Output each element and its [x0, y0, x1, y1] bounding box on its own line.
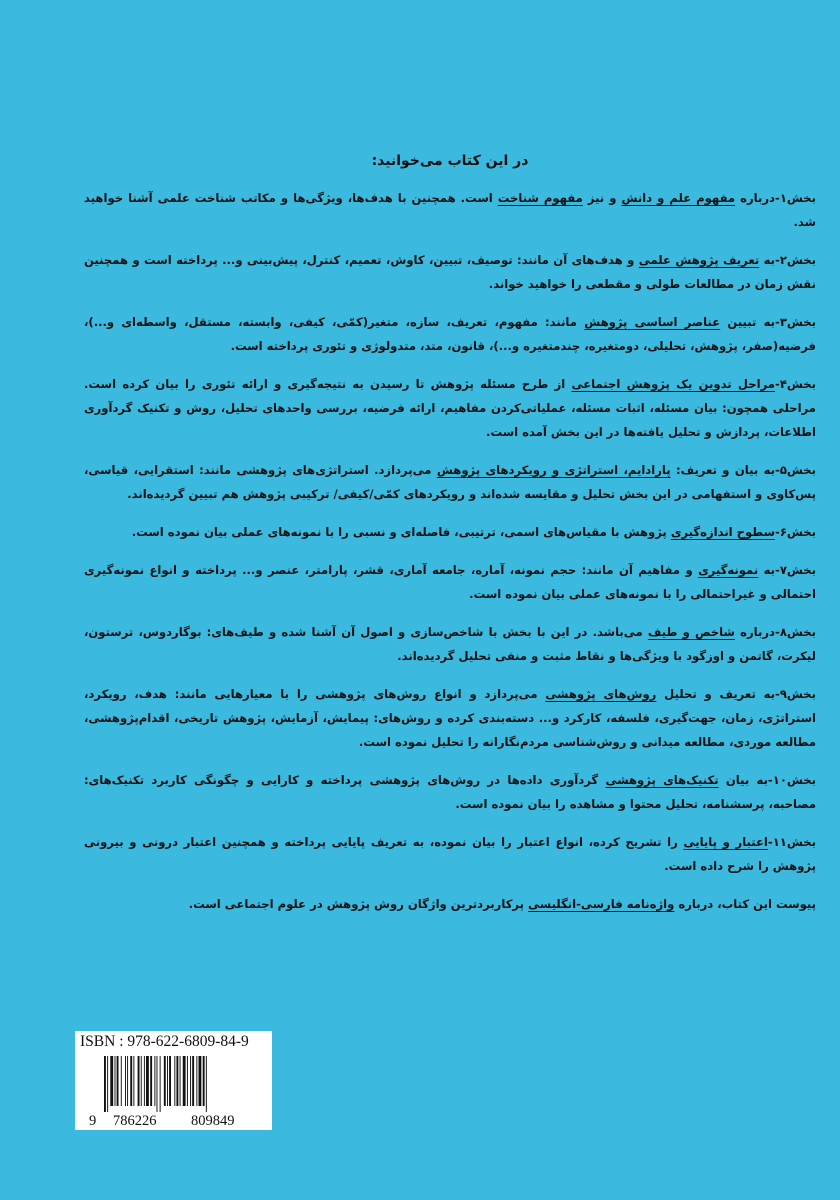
barcode-bar [160, 1056, 161, 1112]
barcode-bar [133, 1056, 134, 1106]
section-paragraph [84, 558, 816, 606]
section-text: گردآوری داده‌ها در روش‌های پژوهشی پرداخته و کارایی و چگونگی کاربرد تکنیک‌های: مصاحبه، پرسشنامه، تحلیل محتوا و مشاهده را بیان نموده است. [84, 773, 816, 811]
section-text: بخش۲-به [759, 253, 816, 267]
section-keyword: عناصر اساسی پژوهش [584, 315, 721, 329]
section-keyword: مراحل تدوین یک پژوهش اجتماعی [571, 377, 775, 391]
section-keyword: سطوح اندازه‌گیری [670, 525, 775, 539]
barcode-bar [144, 1056, 145, 1106]
barcode-bar [157, 1056, 158, 1112]
barcode-bar [203, 1056, 205, 1106]
barcode-bar [150, 1056, 152, 1106]
barcode-bar [125, 1056, 126, 1106]
barcode-bar [206, 1056, 207, 1112]
section-keyword: واژه‌نامه فارسی-انگلیسی [528, 897, 675, 911]
barcode-bar [180, 1056, 181, 1106]
section-keyword: نمونه‌گیری [698, 563, 759, 577]
section-text: است. همچنین با هدف‌ها، ویژگی‌ها و مکاتب شناخت علمی آشنا خواهید شد. [84, 191, 816, 229]
section-keyword: شاخص و طیف [647, 625, 735, 639]
section-paragraph [84, 186, 816, 234]
barcode-bar [167, 1056, 168, 1106]
barcode-digits-left: 786226 [113, 1113, 157, 1129]
barcode-bar [187, 1056, 188, 1106]
barcode-bar [110, 1056, 113, 1106]
section-paragraph [84, 520, 816, 544]
section-paragraph [84, 248, 816, 296]
section-text: بخش۱۰-به بیان [718, 773, 817, 787]
section-text: بخش۴- [775, 377, 816, 391]
section-paragraph [84, 620, 816, 668]
section-keyword: پارادایم، استراتژی و رویکردهای پژوهش [436, 463, 671, 477]
section-keyword: روش‌های پژوهشی [545, 687, 657, 701]
barcode-bar [130, 1056, 132, 1106]
section-text: مانند: مفهوم، تعریف، سازه، متغیر(کمّی، کیفی، وابسته، مستقل، واسطه‌ای و...)، فرضیه(صفر، پژوهش، تحلیلی، دومتغیره، چندمتغیره و...)، قانون، متد، متدولوژی و تئوری پرداخته است. [84, 315, 816, 353]
barcode-bar [121, 1056, 122, 1106]
section-text: بخش۶- [775, 525, 816, 539]
barcode-bar [176, 1056, 178, 1106]
barcode-bar [127, 1056, 128, 1106]
barcode-bar [174, 1056, 175, 1106]
section-keyword: مفهوم علم و دانش [621, 191, 736, 205]
barcode-bar [196, 1056, 197, 1106]
barcode-bar [169, 1056, 171, 1106]
section-paragraph [84, 768, 816, 816]
book-description [84, 150, 816, 930]
section-text: بخش۳-به تبیین [720, 315, 816, 329]
section-text: پژوهش با مقیاس‌های اسمی، ترتیبی، فاصله‌ای و نسبی را با نمونه‌های عملی بیان نموده است. [131, 525, 671, 539]
section-text: و مفاهیم آن مانند: حجم نمونه، آماره، جامعه آماری، قشر، پارامتر، عنصر و... پرداخته و انواع نمونه‌گیری احتمالی و غیراحتمالی را با نمونه‌های عملی بیان نموده است. [84, 563, 816, 601]
barcode-bar [190, 1056, 191, 1106]
isbn-barcode-box [75, 1031, 272, 1130]
section-paragraph [84, 458, 816, 506]
barcode-bar [164, 1056, 166, 1106]
section-paragraph [84, 372, 816, 444]
section-text: بخش۵-به بیان و تعریف: [670, 463, 817, 477]
section-keyword: تعریف پژوهش علمی [638, 253, 760, 267]
barcode-bar [183, 1056, 186, 1106]
section-paragraph [84, 310, 816, 358]
section-text: پرکاربردترین واژگان روش پژوهش در علوم اجتماعی است. [188, 897, 529, 911]
barcode-bar [138, 1056, 140, 1106]
barcode-bar [104, 1056, 106, 1112]
section-text: می‌باشد. در این با بخش با شاخص‌سازی و اصول آن آشنا شده و طیف‌های: بوگاردوس، ترستون، لیکرت، گاتمن و اوزگود با ویژگی‌ها و نقاط مثبت و منفی تحلیل گردیده‌اند. [84, 625, 816, 663]
section-keyword: اعتبار و پایایی [683, 835, 768, 849]
barcode-bar [107, 1056, 108, 1112]
section-text: می‌پردازد. استراتژی‌های پژوهشی مانند: استقرایی، قیاسی، پس‌کاوی و استفهامی در این بخش تحلیل و مقایسه شده‌اند و رویکردهای کمّی/کیفی/ ترکیبی پژوهش هم تبیین گردیده‌اند. [84, 463, 816, 501]
section-text: از طرح مسئله پژوهش تا رسیدن به نتیجه‌گیری و ارائه تئوری را بیان کرده است. مراحلی همچون: بیان مسئله، اثبات مسئله، عملیاتی‌کردن مفاهیم، ارائه فرضیه، بررسی واحدهای تحلیل، روش و تکنیک گردآوری اطلاعات، پردازش و تحلیل یافته‌ها در این بخش آمده است. [84, 377, 816, 439]
barcode-bar [192, 1056, 194, 1106]
section-list [84, 186, 816, 916]
section-text: بخش۱۱- [767, 835, 816, 849]
section-text: می‌پردازد و انواع روش‌های پژوهشی را با معیارهایی مانند: هدف، رویکرد، استراتژی، زمان، جهت‌گیری، فلسفه، کارکرد و... دسته‌بندی کرده و روش‌های: پیمایش، آزمایش، پژوهش تاریخی، اقدام‌پژوهشی، مطالعه موردی، مطالعه میدانی و روش‌شناسی مردم‌نگارانه را تحلیل نموده است. [84, 687, 816, 749]
barcode-bar [141, 1056, 142, 1106]
barcode-icon [104, 1056, 254, 1112]
description-heading: در این کتاب می‌خوانید: [371, 153, 529, 169]
section-text: بخش۱-درباره [735, 191, 816, 205]
section-text: را تشریح کرده، انواع اعتبار را بیان نموده، به تعریف پایایی پرداخته و همچنین اعتبار درونی و بیرونی پژوهش را شرح داده است. [84, 835, 816, 873]
barcode-bar [117, 1056, 119, 1106]
barcode-bar [146, 1056, 149, 1106]
barcode-digits-right: 809849 [191, 1113, 235, 1129]
section-text: بخش۷-به [758, 563, 816, 577]
section-paragraph [84, 830, 816, 878]
barcode-digit-first: 9 [89, 1113, 97, 1129]
section-keyword: تکنیک‌های پژوهشی [605, 773, 719, 787]
section-paragraph [84, 892, 816, 916]
barcode-bar [115, 1056, 116, 1106]
section-text: و نیز [582, 191, 622, 205]
section-text: بخش۹-به تعریف و تحلیل [656, 687, 816, 701]
section-text: و هدف‌های آن مانند: توصیف، تبیین، کاوش، تعمیم، کنترل، پیش‌بینی و... پرداخته است و همچنین نقش زمان در مطالعات طولی و مقطعی را خواهید خواند. [84, 253, 816, 291]
barcode-bar [199, 1056, 202, 1106]
section-text: پیوست این کتاب، درباره [674, 897, 816, 911]
barcode-bar [154, 1056, 155, 1106]
section-paragraph [84, 682, 816, 754]
section-keyword: مفهوم شناخت [497, 191, 583, 205]
section-text: بخش۸-درباره [734, 625, 816, 639]
isbn-label: ISBN : 978-622-6809-84-9 [80, 1033, 249, 1050]
